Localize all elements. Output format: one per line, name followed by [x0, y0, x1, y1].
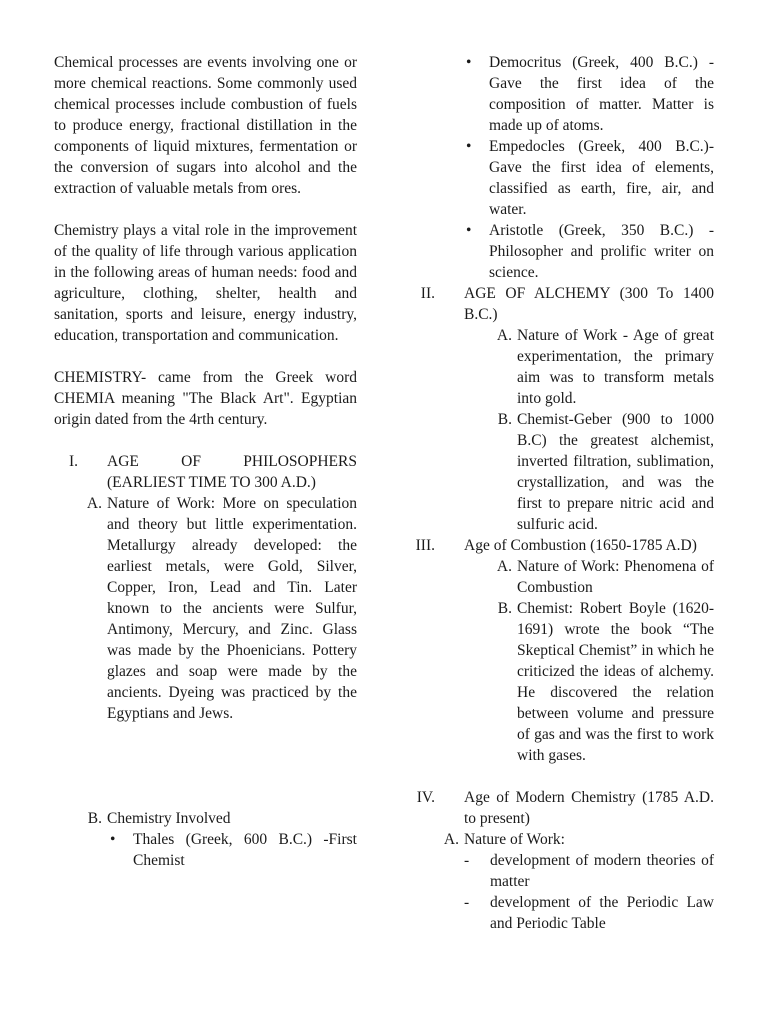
- role-paragraph: Chemistry plays a vital role in the improvement of the quality of life through various application in the following areas of human needs: food and agriculture, clothing, shelter, health and sanitation, sports and leisure, energy industry, education, transportation and communication.: [54, 222, 357, 344]
- list-item: [414, 220, 714, 283]
- subsection-marker: A.: [496, 558, 512, 575]
- subsection-b: [54, 808, 357, 829]
- subsection-text: Nature of Work:: [464, 831, 565, 848]
- subsection-marker: A.: [86, 495, 102, 512]
- list-item: [414, 52, 714, 136]
- section-age-of-alchemy: [414, 283, 714, 325]
- section-age-of-combustion: [414, 535, 714, 556]
- bullet-icon: •: [466, 138, 472, 155]
- intro-paragraph: Chemical processes are events involving one or more chemical reactions. Some commonly used chemical processes include combustion of fuels to produce energy, fractional distillation in the components of liquid mixtures, fermentation or the conversion of sugars into alcohol and the extraction of valuable metals from ores.: [54, 54, 357, 197]
- etymology-paragraph: CHEMISTRY- came from the Greek word CHEMIA meaning "The Black Art". Egyptian origin dated from the 4rth century.: [54, 369, 357, 428]
- list-item-text: Thales (Greek, 600 B.C.) -First Chemist: [133, 831, 357, 869]
- list-item: [54, 829, 357, 871]
- subsection-a: [414, 556, 714, 598]
- list-item-text: Empedocles (Greek, 400 B.C.)- Gave the first idea of elements, classified as earth, fire, air, and water.: [489, 138, 714, 218]
- subsection-a: [414, 829, 714, 850]
- list-item: [414, 892, 714, 934]
- section-numeral: II.: [420, 285, 435, 302]
- section-title: AGE OF ALCHEMY (300 To 1400 B.C.): [464, 285, 714, 323]
- subsection-text: Chemist: Robert Boyle (1620-1691) wrote the book “The Skeptical Chemist” in which he criticized the ideas of alchemy. He discovered the relation between volume and pressure of gas and was the first to work with gases.: [517, 600, 714, 764]
- subsection-text: Nature of Work: More on speculation and theory but little experimentation. Metallurgy already developed: the earliest metals, were Gold, Silver, Copper, Iron, Lead and Tin. Later known to the ancients were Sulfur, Antimony, Mercury, and Zinc. Glass was made by the Phoenicians. Pottery glazes and soap were made by the ancients. Dyeing was practiced by the Egyptians and Jews.: [107, 495, 357, 722]
- subsection-b: [414, 598, 714, 766]
- section-title: Age of Modern Chemistry (1785 A.D. to present): [464, 789, 714, 827]
- section-numeral: IV.: [416, 789, 435, 806]
- list-item-text: development of the Periodic Law and Periodic Table: [490, 894, 714, 932]
- subsection-a: [54, 493, 357, 724]
- section-numeral: III.: [415, 537, 435, 554]
- bullet-icon: •: [466, 222, 472, 239]
- left-column: [54, 52, 357, 871]
- subsection-marker: B.: [87, 810, 102, 827]
- subsection-text: Nature of Work - Age of great experimentation, the primary aim was to transform metals into gold.: [517, 327, 714, 407]
- section-age-of-modern-chemistry: [414, 787, 714, 829]
- dash-marker: -: [464, 894, 470, 911]
- list-item: [414, 136, 714, 220]
- list-item-text: development of modern theories of matter: [490, 852, 714, 890]
- subsection-marker: B.: [497, 411, 512, 428]
- subsection-marker: A.: [443, 831, 459, 848]
- section-numeral: I.: [68, 453, 78, 470]
- section-age-of-philosophers: [54, 451, 357, 493]
- subsection-text: Chemist-Geber (900 to 1000 B.C) the greatest alchemist, inverted filtration, sublimation, crystallization, and was the first to prepare nitric acid and sulfuric acid.: [517, 411, 714, 533]
- right-column: [414, 52, 714, 934]
- subsection-marker: A.: [496, 327, 512, 344]
- bullet-icon: •: [466, 54, 472, 71]
- list-item-text: Democritus (Greek, 400 B.C.) - Gave the first idea of the composition of matter. Matter is made up of atoms.: [489, 54, 714, 134]
- subsection-marker: B.: [497, 600, 512, 617]
- dash-marker: -: [464, 852, 470, 869]
- section-title: Age of Combustion (1650-1785 A.D): [464, 537, 697, 554]
- section-title: AGE OF PHILOSOPHERS (EARLIEST TIME TO 300 A.D.): [107, 453, 357, 491]
- bullet-icon: •: [110, 831, 116, 848]
- subsection-a: [414, 325, 714, 409]
- subsection-text: Nature of Work: Phenomena of Combustion: [517, 558, 714, 596]
- subsection-b: [414, 409, 714, 535]
- subsection-text: Chemistry Involved: [107, 810, 231, 827]
- list-item: [414, 850, 714, 892]
- list-item-text: Aristotle (Greek, 350 B.C.) - Philosopher and prolific writer on science.: [489, 222, 714, 281]
